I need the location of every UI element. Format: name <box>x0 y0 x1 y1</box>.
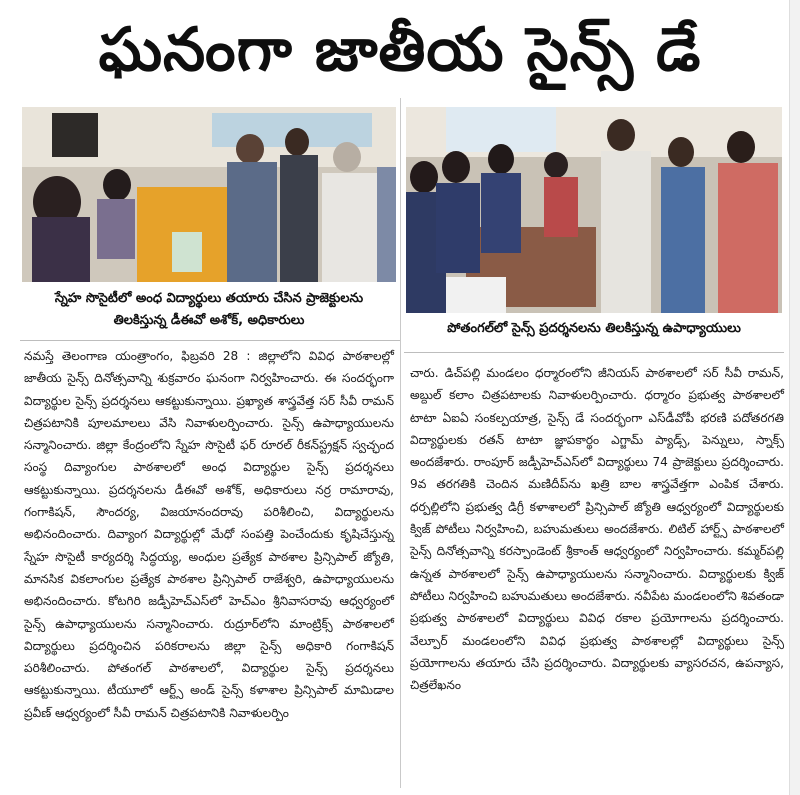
page-edge <box>789 0 800 795</box>
caption-left-line1: స్నేహ సొసైటీలో అంధ విద్యార్థులు తయారు చేసిన ప్రాజెక్టులను <box>54 291 364 306</box>
photo-caption-right: పోతంగల్‌లో సైన్స్ ప్రదర్శనలను తిలకిస్తున్న ఉపాధ్యాయులు <box>447 321 741 336</box>
article-left-column: నమస్తే తెలంగాణ యంత్రాంగం, ఫిబ్రవరి 28 : జిల్లాలోని వివిధ పాఠశాలల్లో జాతీయ సైన్స్ దినోత్సవాన్ని శుక్రవారం ఘనంగా నిర్వహించారు. ఈ సందర్భంగా విద్యార్థుల సైన్స్ ప్రదర్శనలు ఆకట్టుకున్నాయి. ప్రఖ్యాత శాస్త్రవేత్త సర్ సీవీ రామన్ చిత్రపటానికి పూలమాలలు వేసి నివాళులర్పించారు. సైన్స్ ఉపాధ్యాయులను సన్మానించారు. జిల్లా కేంద్రంలోని స్నేహ సొసైటీ ఫర్ రూరల్ రీకన్‌స్ట్రక్షన్ స్వచ్ఛంద సంస్థ దివ్యాంగుల పాఠశాలలో అంధ విద్యార్థుల సైన్స్ ప్రదర్శనలు ఆకట్టుకున్నాయి. ప్రదర్శనలను డీఈవో అశోక్, అధికారులు నర్ర రామారావు, గంగాకిషన్, సౌందర్య, విజయానందరావు పరిశీలించి, విద్యార్థులను అభినందించారు. దివ్యాంగ విద్యార్థుల్లో మేధో సంపత్తి పెంచేందుకు కృషిచేస్తున్న స్నేహ సొసైటీ కార్యదర్శి సిద్ధయ్య, అంధుల ప్రత్యేక పాఠశాల ప్రిన్సిపాల్ జ్యోతి, మానసిక వికలాంగుల ప్రత్యేక పాఠశాల ప్రిన్సిపాల్ రాజేశ్వరి, ఉపాధ్యాయులను అభినందించారు. కోటగిరి జడ్పీహెచ్‌ఎస్‌లో హెచ్‌ఎం శ్రీనివాసరావు ఆధ్వర్యంలో సైన్స్ ఉపాధ్యాయులను సన్మానించారు. రుద్రూర్‌లోని మాంట్రిక్స్ పాఠశాలలో విద్యార్థులు ప్రదర్శించిన పరికరాలను జిల్లా సైన్స్ అధికారి గంగాకిషన్ పరిశీలించారు. పోతంగల్ పాఠశాలలో, విద్యార్థుల సైన్స్ ప్రదర్శనలు ఆకట్టుకున్నాయి. టీయూలో ఆర్ట్స్ అండ్ సైన్స్ కళాశాల ప్రిన్సిపాల్ మామిడాల ప్రవీణ్ ఆధ్వర్యంలో సీవీ రామన్ చిత్రపటానికి నివాళులర్పిం <box>24 349 394 720</box>
caption-divider-right <box>404 352 784 353</box>
photo-pothangal-science-exhibit <box>406 107 782 313</box>
caption-divider-left <box>20 340 400 341</box>
article-right-column: చారు. డిచ్‌పల్లి మండలం ధర్మారంలోని జీనియస్ పాఠశాలలో సర్ సీవీ రామన్, అబ్దుల్ కలాం చిత్రపటాలకు నివాళులర్పించారు. ధర్మారం ప్రభుత్వ పాఠశాలలో టాటా ఏఐఏ సంకల్పయాత్ర, సైన్స్ డే సందర్భంగా ఎస్‌డీవోపీ భరణి పదోతరగతి విద్యార్థులకు రతన్ టాటా జ్ఞాపకార్థం ఎగ్జామ్ ప్యాడ్స్, పెన్నులు, స్నాక్స్ అందజేశారు. రాంపూర్ జడ్పీహెచ్‌ఎస్‌లో విద్యార్థులు 74 ప్రాజెక్టులు ప్రదర్శించారు. 9వ తరగతికి చెందిన మణిదీప్‌ను ఖత్రి బాల శాస్త్రవేత్తగా ఎంపిక చేశారు. ధర్పల్లిలోని ప్రభుత్వ డిగ్రీ కళాశాలలో ప్రిన్సిపాల్ జ్యోతి ఆధ్వర్యంలో విద్యార్థులకు క్విజ్ పోటీలు నిర్వహించి, బహుమతులు అందజేశారు. లిటిల్ హార్ట్స్ పాఠశాలలో సైన్స్ దినోత్సవాన్ని కరస్పాండెంట్ శ్రీకాంత్ ఆధ్వర్యంలో నిర్వహించారు. కమ్మర్‌పల్లి ఉన్నత పాఠశాలలో సైన్స్ ఉపాధ్యాయులను సన్మానించారు. విద్యార్థులకు క్విజ్ పోటీలు నిర్వహించి బహుమతులు అందజేశారు. నవీపేట మండలంలోని శివతండా ప్రభుత్వ పాఠశాలలో విద్యార్థులు వివిధ రకాల ప్రయోగాలను ప్రదర్శించారు. వేల్పూర్ మండలంలోని వివిధ ప్రభుత్వ పాఠశాలల్లో విద్యార్థులు సైన్స్ ప్రయోగాలను తయారు చేసి ప్రదర్శించారు. విద్యార్థులకు వ్యాసరచన, ఉపన్యాస, చిత్రలేఖనం <box>410 366 784 693</box>
headline: ఘనంగా జాతీయ సైన్స్ డే <box>98 15 702 85</box>
column-divider <box>400 98 401 788</box>
photo-caption-left <box>22 288 396 332</box>
photo-blind-students-projects <box>22 107 396 282</box>
caption-left-line2: తిలకిస్తున్న డీఈవో అశోక్, అధికారులు <box>113 313 305 328</box>
